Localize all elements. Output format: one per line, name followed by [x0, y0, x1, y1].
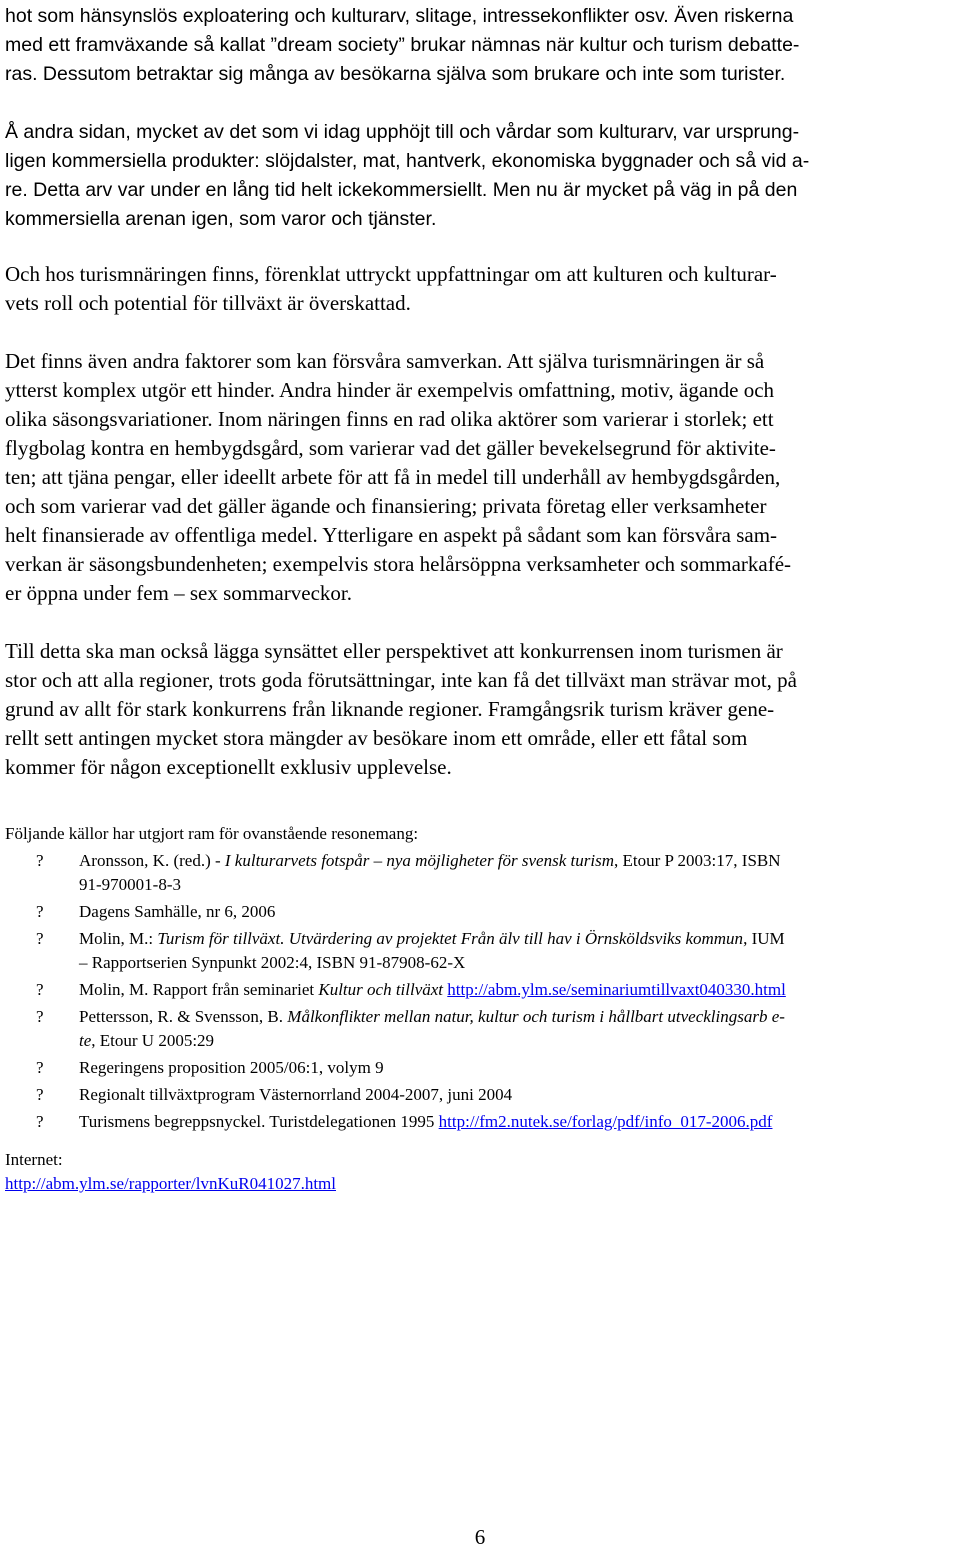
source-bullet: ?: [36, 929, 44, 948]
source-line: [79, 1110, 955, 1134]
source-title: Kultur och tillväxt: [318, 980, 444, 999]
text-line: ras. Dessutom betraktar sig många av besökarna själva som brukare och inte som turister.: [5, 63, 786, 85]
source-line: [79, 951, 955, 975]
sources-intro: Följande källor har utgjort ram för ovanstående resonemang:: [5, 824, 419, 843]
source-text: , IUM: [743, 929, 785, 948]
source-text: Pettersson, R. & Svensson, B.: [79, 1007, 288, 1026]
paragraph-3: [5, 260, 955, 318]
source-link[interactable]: http://abm.ylm.se/seminariumtillvaxt040330.html: [447, 980, 786, 999]
source-line: [79, 1029, 955, 1053]
source-line: [79, 849, 955, 873]
text-line: olika säsongsvariationer. Inom näringen finns en rad olika aktörer som varierar i storlek; ett: [5, 407, 774, 431]
text-line: vets roll och potential för tillväxt är överskattad.: [5, 291, 411, 315]
source-item: [5, 849, 955, 897]
paragraph-5: [5, 637, 955, 782]
internet-link[interactable]: http://abm.ylm.se/rapporter/lvnKuR041027.html: [5, 1174, 336, 1193]
source-line: [79, 1005, 955, 1029]
source-line: [79, 900, 955, 924]
source-text: Molin, M.:: [79, 929, 158, 948]
text-line: flygbolag kontra en hembygdsgård, som varierar vad det gäller bevekelsegrund för aktivite-: [5, 436, 776, 460]
source-bullet: ?: [36, 1085, 44, 1104]
source-bullet: ?: [36, 1007, 44, 1026]
source-text: – Rapportserien Synpunkt 2002:4, ISBN 91-87908-62-X: [79, 953, 466, 972]
source-text: Regionalt tillväxtprogram Västernorrland 2004-2007, juni 2004: [79, 1085, 513, 1104]
text-line: ten; att tjäna pengar, eller ideellt arbete för att få in medel till underhåll av hembygdsgården,: [5, 465, 781, 489]
text-line: och som varierar vad det gäller ägande och finansiering; privata företag eller verksamheter: [5, 494, 767, 518]
text-line: verkan är säsongsbundenheten; exempelvis stora helårsöppna verksamheter och sommarkafé-: [5, 552, 792, 576]
source-text: Aronsson, K. (red.) -: [79, 851, 225, 870]
paragraph-4: [5, 347, 955, 608]
text-line: Å andra sidan, mycket av det som vi idag upphöjt till och vårdar som kulturarv, var ursprung-: [5, 121, 800, 143]
sources-section: [5, 822, 955, 1134]
text-line: stor och att alla regioner, trots goda förutsättningar, inte kan få det tillväxt man strävar mot, på: [5, 668, 797, 692]
text-line: kommersiella arenan igen, som varor och tjänster.: [5, 208, 437, 230]
source-text: Molin, M. Rapport från seminariet: [79, 980, 319, 999]
source-bullet: ?: [36, 1112, 44, 1131]
source-bullet: ?: [36, 902, 44, 921]
text-line: kommer för någon exceptionellt exklusiv upplevelse.: [5, 755, 452, 779]
source-title: Målkonflikter mellan natur, kultur och turism i hållbart utvecklingsarb e-: [287, 1007, 785, 1026]
source-title: Turism för tillväxt. Utvärdering av projektet Från älv till hav i Örnsköldsviks kommun: [157, 929, 744, 948]
source-item: [5, 927, 955, 975]
internet-label: Internet:: [5, 1150, 63, 1169]
source-item: [5, 1110, 955, 1134]
source-text: Dagens Samhälle, nr 6, 2006: [79, 902, 276, 921]
text-line: ytterst komplex utgör ett hinder. Andra hinder är exempelvis omfattning, motiv, ägande och: [5, 378, 775, 402]
source-bullet: ?: [36, 980, 44, 999]
internet-section: [5, 1148, 955, 1196]
document-page: [5, 2, 955, 1196]
source-line: [79, 978, 955, 1002]
paragraph-1: [5, 2, 955, 89]
source-line: [79, 1056, 955, 1080]
text-line: Och hos turismnäringen finns, förenklat uttryckt uppfattningar om att kulturen och kulturar-: [5, 262, 777, 286]
sources-list: [5, 849, 955, 1134]
source-item: [5, 1005, 955, 1053]
source-bullet: ?: [36, 851, 44, 870]
text-line: med ett framväxande så kallat ”dream society” brukar nämnas när kultur och turism debatte-: [5, 34, 800, 56]
text-line: er öppna under fem – sex sommarveckor.: [5, 581, 352, 605]
text-line: hot som hänsynslös exploatering och kulturarv, slitage, intressekonflikter osv. Även riskerna: [5, 5, 794, 27]
text-line: Till detta ska man också lägga synsättet eller perspektivet att konkurrensen inom turismen är: [5, 639, 783, 663]
text-line: ligen kommersiella produkter: slöjdalster, mat, hantverk, ekonomiska byggnader och så vid a-: [5, 150, 810, 172]
paragraph-2: [5, 118, 955, 234]
source-link[interactable]: http://fm2.nutek.se/forlag/pdf/info_017-2006.pdf: [438, 1112, 773, 1131]
source-item: [5, 1056, 955, 1080]
source-item: [5, 1083, 955, 1107]
source-line: [79, 927, 955, 951]
text-line: helt finansierade av offentliga medel. Ytterligare en aspekt på sådant som kan försvåra sam-: [5, 523, 778, 547]
source-title: te: [79, 1031, 92, 1050]
source-text: , Etour P 2003:17, ISBN: [613, 851, 781, 870]
source-text: , Etour U 2005:29: [91, 1031, 215, 1050]
text-line: rellt sett antingen mycket stora mängder av besökare inom ett område, eller ett fåtal som: [5, 726, 748, 750]
source-bullet: ?: [36, 1058, 44, 1077]
source-title: I kulturarvets fotspår – nya möjligheter för svensk turism: [224, 851, 614, 870]
source-item: [5, 900, 955, 924]
text-line: Det finns även andra faktorer som kan försvåra samverkan. Att själva turismnäringen är så: [5, 349, 765, 373]
source-line: [79, 873, 955, 897]
source-item: [5, 978, 955, 1002]
text-line: re. Detta arv var under en lång tid helt ickekommersiellt. Men nu är mycket på väg in på den: [5, 179, 798, 201]
source-text: 91-970001-8-3: [79, 875, 181, 894]
text-line: grund av allt för stark konkurrens från liknande regioner. Framgångsrik turism kräver gene-: [5, 697, 775, 721]
source-text: Turismens begreppsnyckel. Turistdelegationen 1995: [79, 1112, 439, 1131]
source-line: [79, 1083, 955, 1107]
page-number: 6: [474, 1525, 486, 1549]
source-text: Regeringens proposition 2005/06:1, volym 9: [79, 1058, 384, 1077]
